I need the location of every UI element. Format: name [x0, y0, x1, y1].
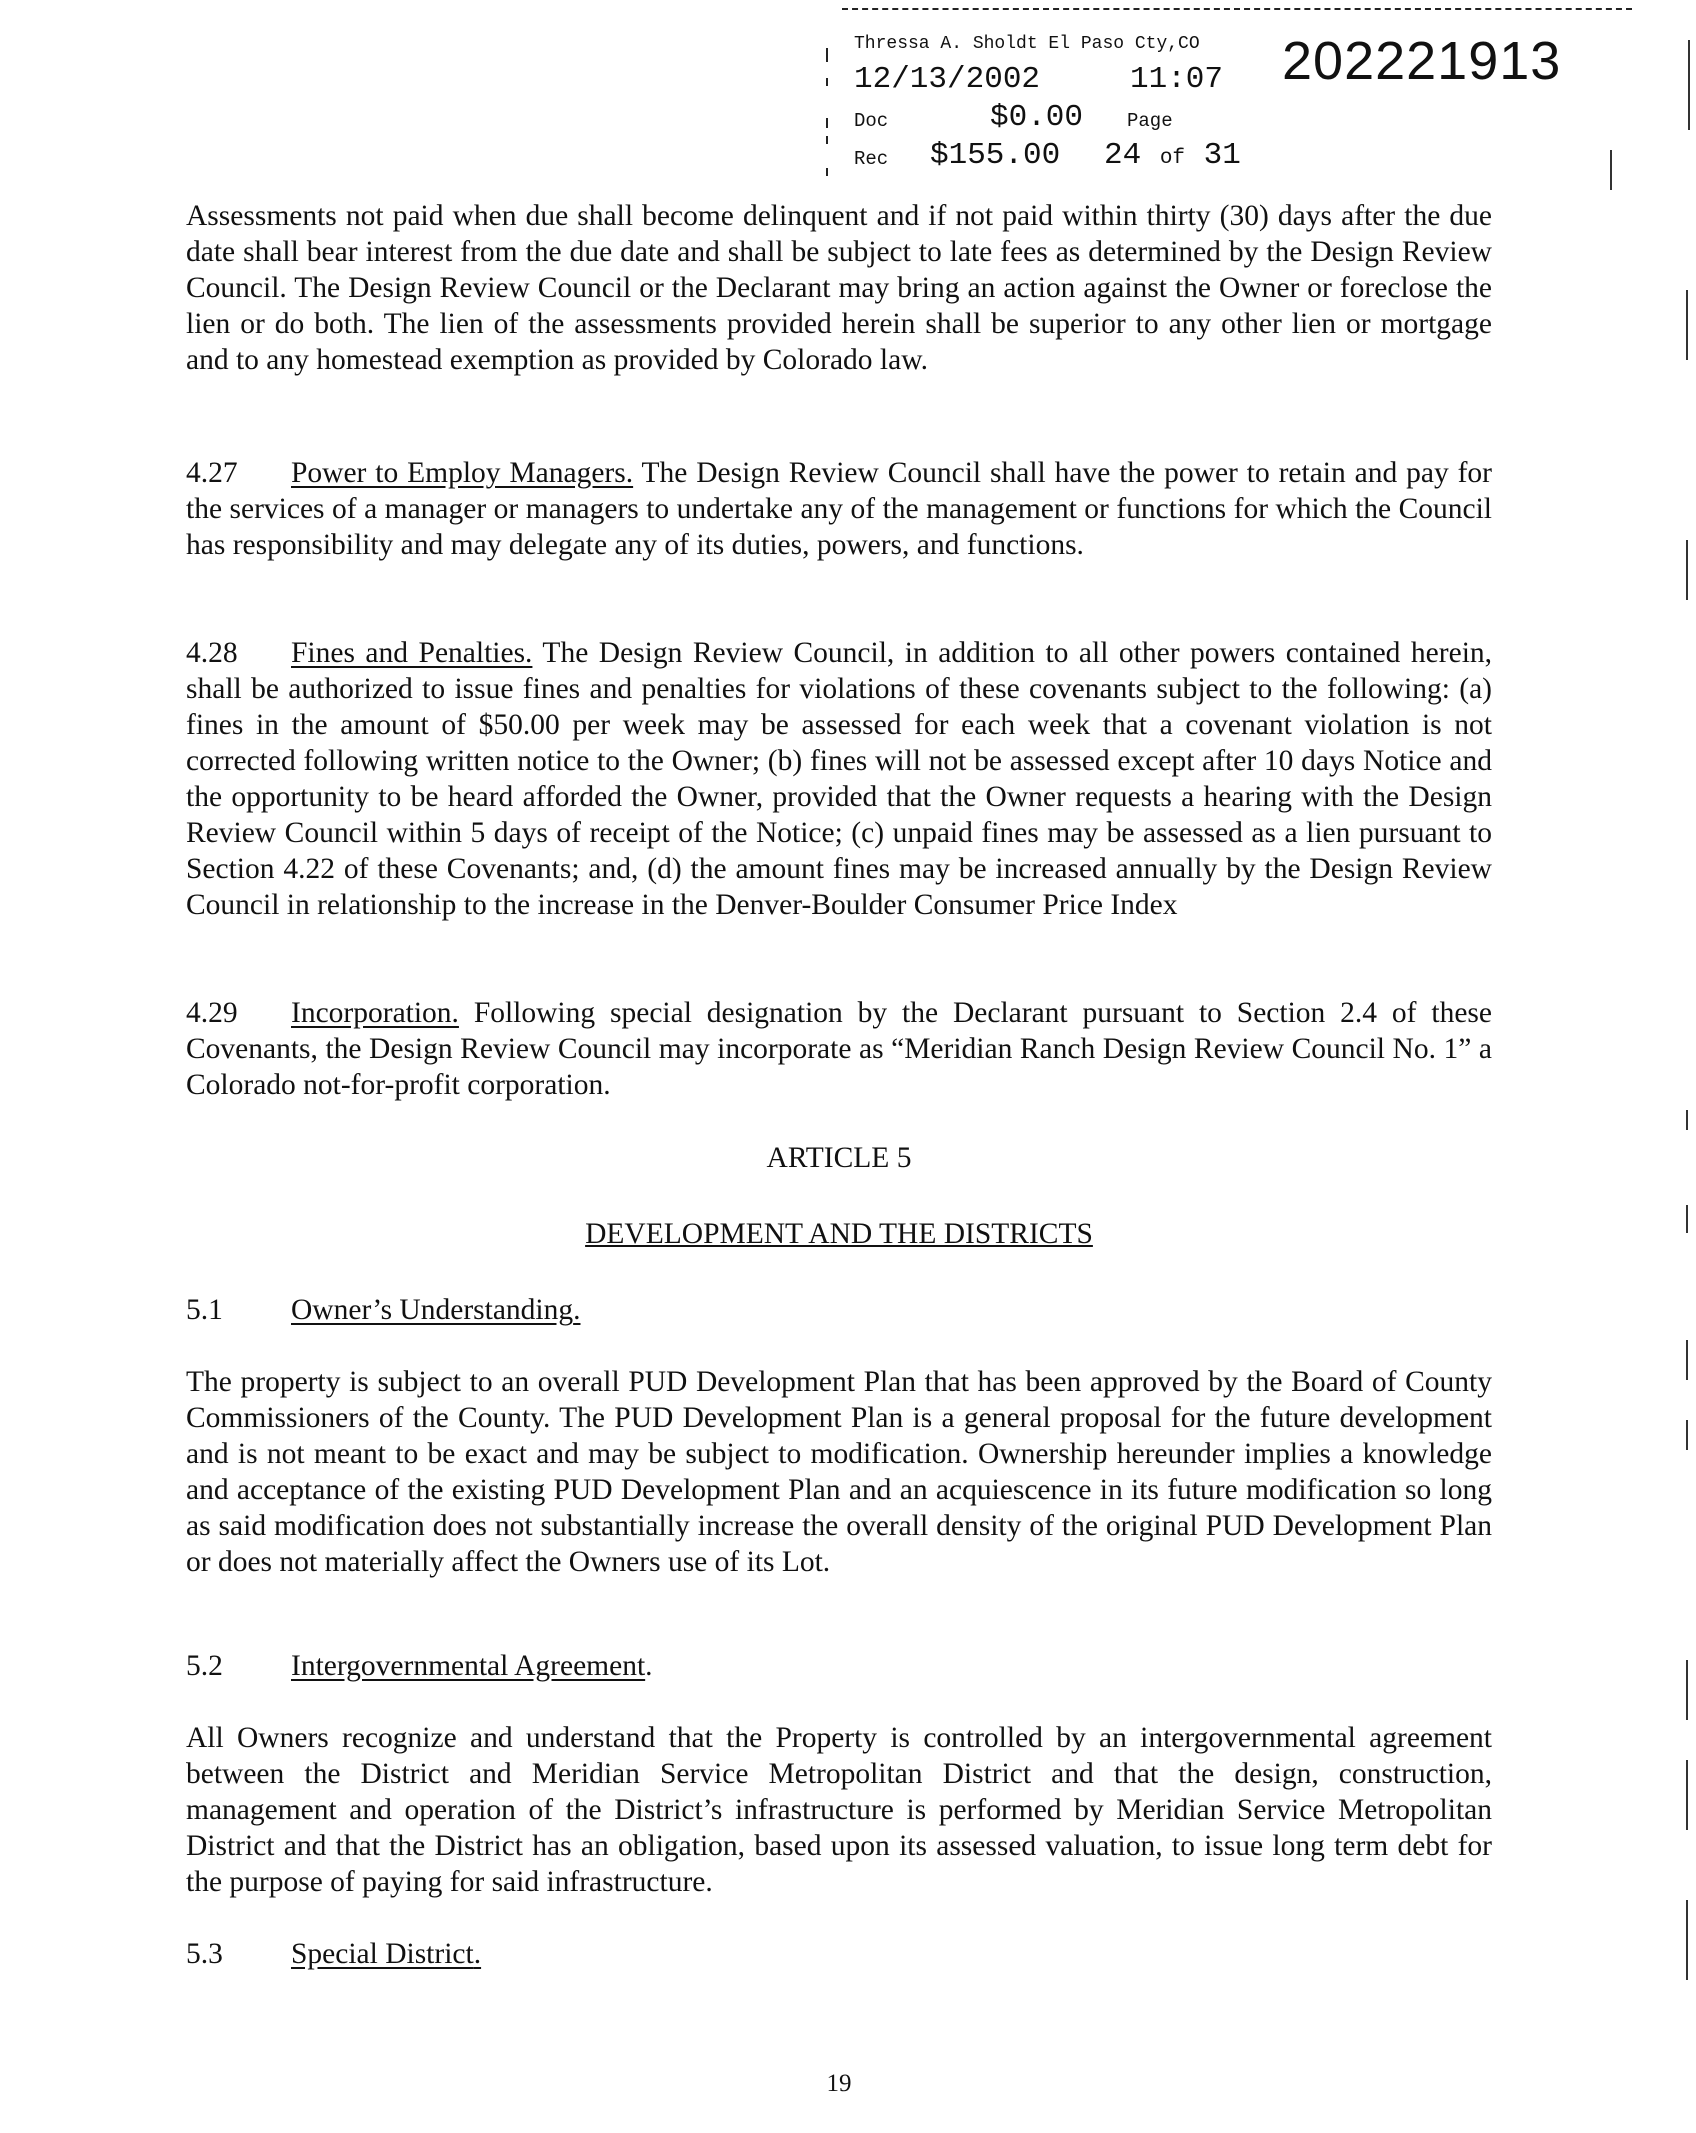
section-title-text: Owner’s Understanding: [291, 1294, 574, 1326]
section-5-2-body: All Owners recognize and understand that the Property is controlled by an intergovernmental agreement between the District and Meridian Service Metropolitan District and that the design, construction, management and operation of the District’s infrastructure is performed by Meridian Service Metropolitan District and that the District has an obligation, based upon its assessed valuation, to issue long term debt for the purpose of paying for said infrastructure.: [186, 1722, 1492, 1898]
section-title: [291, 1294, 580, 1326]
section-5-3-heading: [186, 1936, 481, 1972]
section-4-28: [186, 635, 1492, 923]
scan-edge-mark: [1686, 1205, 1688, 1233]
scan-edge-mark: [1686, 1760, 1688, 1830]
scan-edge-mark: [1686, 540, 1688, 600]
section-body: The Design Review Council, in addition to all other powers contained herein, shall be authorized to issue fines and penalties for violations of these covenants subject to the following: (a) fines in the amount of $50.00 per week may be assessed for each week that a covenant violation is not corrected following written notice to the Owner; (b) fines will not be assessed except after 10 days Notice and the opportunity to be heard afforded the Owner, provided that the Owner requests a hearing with the Design Review Council within 5 days of receipt of the Notice; (c) unpaid fines may be assessed as a lien pursuant to Section 4.22 of these Covenants; and, (d) the amount fines may be increased annually by the Design Review Council in relationship to the increase in the Denver-Boulder Consumer Price Index: [186, 637, 1493, 921]
scan-edge-mark: [1688, 40, 1690, 130]
stamp-tick: [826, 136, 828, 144]
article-title: [186, 1216, 1492, 1252]
stamp-tick: [826, 78, 828, 86]
section-number: 5.1: [186, 1294, 223, 1326]
section-number: 4.28: [186, 637, 238, 669]
stamp-page-count: [1104, 138, 1241, 173]
recording-stamp: [822, 0, 1612, 190]
section-title: Fines and Penalties.: [291, 637, 533, 669]
scan-edge-mark: [1686, 1420, 1688, 1450]
stamp-tick: [826, 48, 828, 62]
article-heading: ARTICLE 5: [766, 1142, 912, 1174]
scan-edge-mark: [1686, 1900, 1688, 1980]
section-title: Incorporation.: [291, 997, 459, 1029]
stamp-reception-number: 202221913: [1282, 31, 1562, 91]
assessments-paragraph: Assessments not paid when due shall become delinquent and if not paid within thirty (30) days after the due date shall bear interest from the due date and shall be subject to late fees as determined by the Design Review Council. The Design Review Council or the Declarant may bring an action against the Owner or foreclose the lien or do both. The lien of the assessments provided herein shall be superior to any other lien or mortgage and to any homestead exemption as provided by Colorado law.: [186, 200, 1492, 376]
section-number: 4.29: [186, 997, 238, 1029]
section-number: 5.2: [186, 1650, 223, 1682]
page-number: 19: [826, 2070, 852, 2097]
stamp-top-rule: [842, 8, 1632, 10]
scan-edge-mark: [1686, 1110, 1688, 1130]
section-4-29: [186, 995, 1492, 1103]
article-title-text: DEVELOPMENT AND THE DISTRICTS: [585, 1218, 1093, 1250]
section-title-period: .: [473, 1938, 482, 1970]
stamp-page-current: 24: [1104, 138, 1142, 173]
section-title: [291, 1938, 481, 1970]
stamp-rec-fee: $155.00: [930, 138, 1061, 173]
section-5-1-heading: [186, 1292, 580, 1328]
section-title-text: Special District: [291, 1938, 474, 1970]
stamp-tick: [826, 118, 828, 128]
scan-edge-mark: [1686, 1660, 1688, 1720]
stamp-recorder: Thressa A. Sholdt El Paso Cty,CO: [854, 34, 1200, 54]
section-4-27: [186, 455, 1492, 563]
stamp-page-of: of: [1159, 147, 1186, 170]
scan-edge-mark: [1610, 150, 1612, 190]
scan-edge-mark: [1686, 1340, 1688, 1380]
section-title: Power to Employ Managers.: [291, 457, 634, 489]
stamp-rec-label: Rec: [854, 148, 889, 170]
stamp-tick: [826, 168, 828, 176]
section-title: Intergovernmental Agreement: [291, 1650, 646, 1682]
section-body: Following special designation by the Declarant pursuant to Section 2.4 of these Covenants, the Design Review Council may incorporate as “Meridian Ranch Design Review Council No. 1” a Colorado not-for-profit corporation.: [186, 997, 1493, 1101]
stamp-doc-label: Doc: [854, 110, 889, 132]
section-number: 5.3: [186, 1938, 223, 1970]
stamp-time: 11:07: [1130, 62, 1224, 97]
stamp-doc-fee: $0.00: [990, 100, 1084, 135]
section-title-period: .: [573, 1294, 581, 1326]
section-number: 4.27: [186, 457, 238, 489]
section-body: The Design Review Council shall have the power to retain and pay for the services of a manager or managers to undertake any of the management or functions for which the Council has responsibility and may delegate any of its duties, powers, and functions.: [186, 457, 1493, 561]
section-5-1-body: The property is subject to an overall PUD Development Plan that has been approved by the Board of County Commissioners of the County. The PUD Development Plan is a general proposal for the future development and is not meant to be exact and may be subject to modification. Ownership hereunder implies a knowledge and acceptance of the existing PUD Development Plan and an acquiescence in its future modification so long as said modification does not substantially increase the overall density of the original PUD Development Plan or does not materially affect the Owners use of its Lot.: [186, 1366, 1492, 1578]
scan-edge-mark: [1686, 290, 1688, 360]
stamp-date: 12/13/2002: [854, 62, 1041, 97]
stamp-page-label: Page: [1127, 110, 1173, 132]
section-title-period: .: [645, 1650, 653, 1682]
stamp-page-total: 31: [1203, 138, 1241, 173]
section-5-2-heading: [186, 1648, 653, 1684]
